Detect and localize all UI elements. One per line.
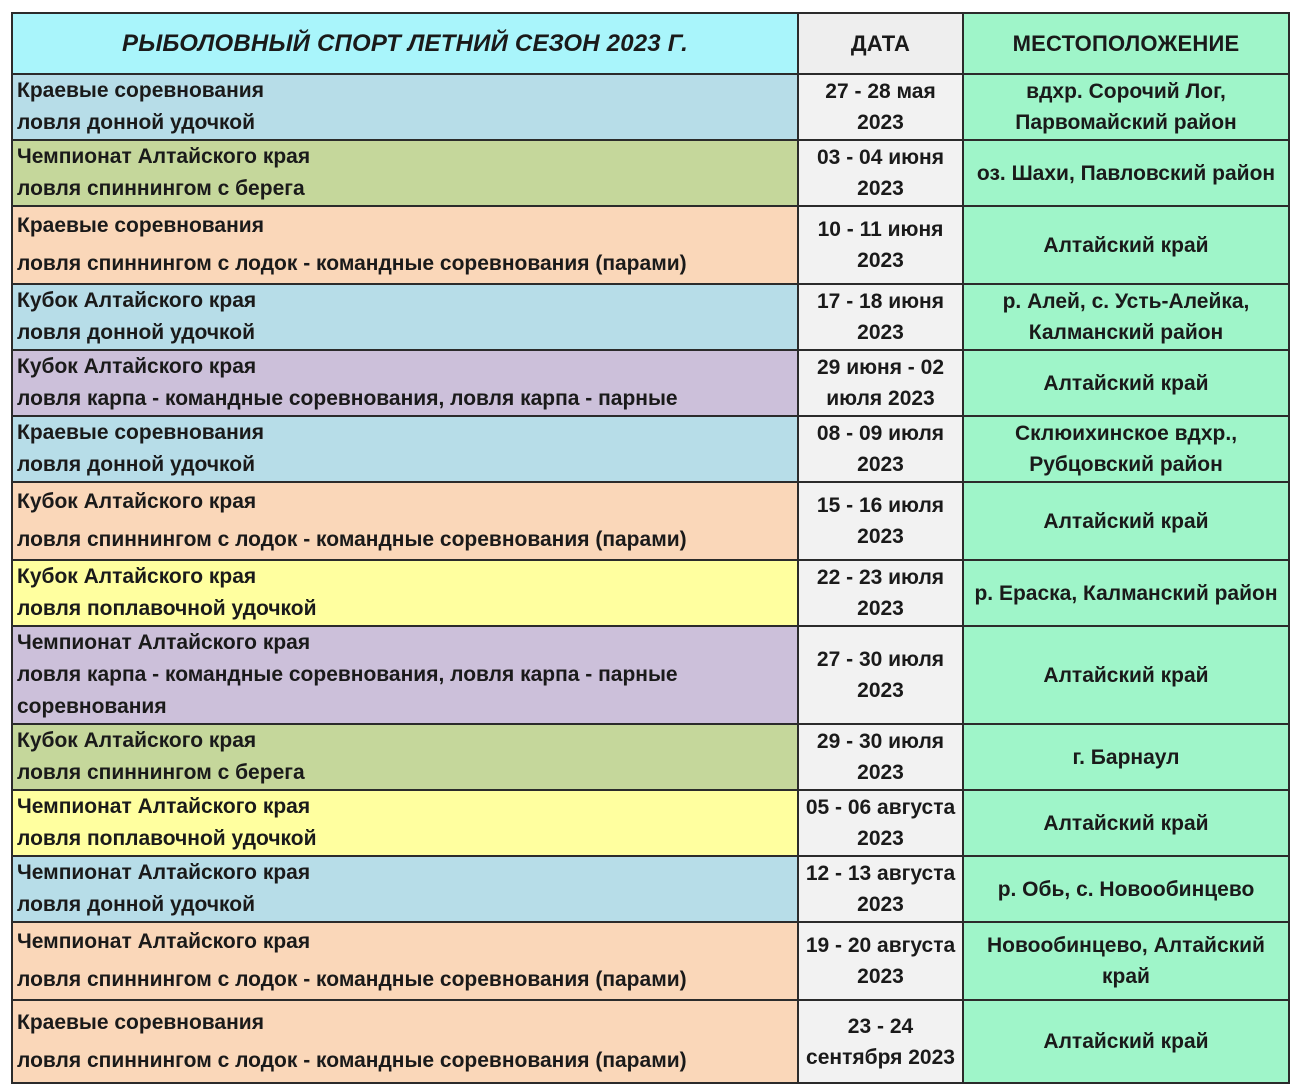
header-row — [12, 13, 1289, 74]
table-row — [12, 560, 1289, 626]
location-cell-line: Алтайский край — [1043, 371, 1209, 395]
event-cell-line: Чемпионат Алтайского края — [17, 631, 311, 654]
event-cell-line: ловля спиннингом с берега — [17, 761, 305, 784]
date-cell — [798, 284, 963, 350]
event-cell — [12, 560, 798, 626]
event-cell-line: Кубок Алтайского края — [17, 355, 257, 378]
event-cell-line: ловля поплавочной удочкой — [17, 827, 317, 850]
date-cell-line: 2023 — [857, 597, 904, 620]
date-cell-line: 27 - 30 июля — [816, 648, 945, 671]
event-cell — [12, 1000, 798, 1083]
date-cell-line: 08 - 09 июля — [816, 422, 945, 445]
date-cell-line: 10 - 11 июня — [817, 218, 944, 241]
header-event: РЫБОЛОВНЫЙ СПОРТ ЛЕТНИЙ СЕЗОН 2023 Г. — [12, 13, 798, 74]
event-cell-line: Краевые соревнования — [17, 79, 264, 102]
table-row — [12, 790, 1289, 856]
date-cell-line: 2023 — [857, 525, 904, 548]
location-cell-line: край — [1102, 965, 1150, 988]
date-cell-line: 15 - 16 июля — [816, 494, 945, 517]
location-cell-line: Склюихинское вдхр., — [1014, 422, 1238, 445]
location-cell — [963, 350, 1289, 416]
date-cell-line: 05 - 06 августа — [805, 796, 956, 819]
table-row — [12, 206, 1289, 284]
header-location: МЕСТОПОЛОЖЕНИЕ — [963, 13, 1289, 74]
event-cell-line: Чемпионат Алтайского края — [17, 795, 311, 818]
date-cell-line: 2023 — [857, 827, 904, 850]
table-row — [12, 482, 1289, 560]
location-cell-line: Алтайский край — [1043, 509, 1209, 533]
event-cell-line: Краевые соревнования — [17, 214, 264, 237]
date-cell-line: 17 - 18 июня — [817, 290, 944, 313]
event-cell — [12, 74, 798, 140]
date-cell — [798, 1000, 963, 1083]
date-cell-line: 2023 — [857, 965, 904, 988]
table-row — [12, 724, 1289, 790]
location-cell — [963, 284, 1289, 350]
header-date: ДАТА — [798, 13, 963, 74]
event-cell-line: ловля спиннингом с лодок - командные соревнования (парами) — [17, 968, 687, 991]
event-cell-line: Чемпионат Алтайского края — [17, 145, 311, 168]
location-cell-line: Алтайский край — [1043, 233, 1209, 257]
date-cell — [798, 922, 963, 1000]
date-cell-line: 2023 — [857, 453, 904, 476]
location-cell-line: р. Обь, с. Новообинцево — [997, 877, 1255, 901]
event-cell-line: Чемпионат Алтайского края — [17, 930, 311, 953]
date-cell-line: 2023 — [857, 249, 904, 272]
event-cell-line: ловля донной удочкой — [17, 321, 256, 344]
table-row — [12, 350, 1289, 416]
date-cell-line: 2023 — [857, 893, 904, 916]
event-cell — [12, 140, 798, 206]
location-cell-line: Парвомайский район — [1015, 111, 1237, 134]
table-row — [12, 856, 1289, 922]
table-row — [12, 140, 1289, 206]
event-cell — [12, 206, 798, 284]
location-cell — [963, 856, 1289, 922]
date-cell — [798, 626, 963, 724]
event-cell — [12, 856, 798, 922]
event-cell-line: ловля донной удочкой — [17, 111, 256, 134]
event-cell-line: Кубок Алтайского края — [17, 565, 257, 588]
location-cell — [963, 482, 1289, 560]
table-row — [12, 416, 1289, 482]
date-cell-line: 29 - 30 июля — [816, 730, 945, 753]
event-cell-line: ловля спиннингом с лодок - командные соревнования (парами) — [17, 1048, 687, 1072]
date-cell-line: 2023 — [857, 761, 904, 784]
location-cell — [963, 1000, 1289, 1083]
location-cell — [963, 560, 1289, 626]
date-cell-line: 03 - 04 июня — [817, 146, 944, 169]
event-cell-line: Краевые соревнования — [17, 1010, 264, 1034]
event-cell-line: Чемпионат Алтайского края — [17, 861, 311, 884]
table-row — [12, 922, 1289, 1000]
event-cell-line: ловля карпа - командные соревнования, ловля карпа - парные — [17, 663, 678, 686]
location-cell-line: Алтайский край — [1043, 811, 1209, 835]
event-cell-line: соревнования — [17, 695, 167, 718]
event-cell — [12, 626, 798, 724]
event-cell-line: ловля поплавочной удочкой — [17, 597, 317, 620]
location-cell — [963, 206, 1289, 284]
location-cell — [963, 626, 1289, 724]
event-cell-line: ловля карпа - командные соревнования, ловля карпа - парные — [17, 387, 678, 410]
date-cell — [798, 140, 963, 206]
event-cell-line: ловля спиннингом с лодок - командные соревнования (парами) — [17, 528, 687, 551]
schedule-body — [12, 74, 1289, 1083]
location-cell — [963, 724, 1289, 790]
date-cell-line: 27 - 28 мая — [825, 80, 936, 103]
date-cell-line: сентября 2023 — [806, 1045, 955, 1069]
location-cell — [963, 790, 1289, 856]
location-cell-line: Новообинцево, Алтайский — [987, 934, 1265, 957]
location-cell-line: Рубцовский район — [1029, 453, 1223, 476]
date-cell-line: 2023 — [857, 177, 904, 200]
location-cell-line: Алтайский край — [1043, 1030, 1209, 1053]
location-cell — [963, 74, 1289, 140]
location-cell-line: Алтайский край — [1043, 663, 1209, 687]
date-cell — [798, 482, 963, 560]
location-cell — [963, 416, 1289, 482]
date-cell — [798, 856, 963, 922]
date-cell — [798, 416, 963, 482]
location-cell — [963, 140, 1289, 206]
date-cell — [798, 74, 963, 140]
date-cell-line: июля 2023 — [826, 387, 935, 410]
table-row — [12, 626, 1289, 724]
event-cell-line: ловля спиннингом с лодок - командные соревнования (парами) — [17, 252, 687, 275]
table-row — [12, 284, 1289, 350]
event-cell-line: ловля донной удочкой — [17, 453, 256, 476]
location-cell-line: Калманский район — [1028, 321, 1224, 344]
event-cell-line: Кубок Алтайского края — [17, 729, 257, 752]
location-cell-line: г. Барнаул — [1072, 745, 1180, 769]
date-cell-line: 22 - 23 июля — [816, 566, 945, 589]
date-cell-line: 2023 — [857, 679, 904, 702]
event-cell-line: ловля донной удочкой — [17, 893, 256, 916]
event-cell-line: Кубок Алтайского края — [17, 289, 257, 312]
date-cell-line: 23 - 24 — [847, 1014, 914, 1038]
date-cell-line: 2023 — [857, 111, 904, 134]
location-cell — [963, 922, 1289, 1000]
date-cell-line: 29 июня - 02 — [817, 356, 944, 379]
date-cell — [798, 724, 963, 790]
event-cell — [12, 350, 798, 416]
location-cell-line: р. Ераска, Калманский район — [974, 581, 1278, 605]
location-cell-line: оз. Шахи, Павловский район — [976, 161, 1276, 185]
date-cell-line: 12 - 13 августа — [805, 862, 956, 885]
event-cell-line: ловля спиннингом с берега — [17, 177, 305, 200]
event-cell-line: Кубок Алтайского края — [17, 490, 257, 513]
schedule-container — [11, 12, 1288, 1084]
location-cell-line: р. Алей, с. Усть-Алейка, — [1002, 290, 1250, 313]
table-row — [12, 1000, 1289, 1083]
schedule-table — [11, 12, 1290, 1084]
table-row — [12, 74, 1289, 140]
date-cell — [798, 350, 963, 416]
event-cell — [12, 416, 798, 482]
date-cell-line: 19 - 20 августа — [805, 934, 956, 957]
date-cell — [798, 206, 963, 284]
date-cell — [798, 790, 963, 856]
event-cell — [12, 482, 798, 560]
event-cell — [12, 724, 798, 790]
event-cell — [12, 922, 798, 1000]
date-cell-line: 2023 — [857, 321, 904, 344]
date-cell — [798, 560, 963, 626]
event-cell — [12, 284, 798, 350]
event-cell — [12, 790, 798, 856]
location-cell-line: вдхр. Сорочий Лог, — [1026, 80, 1226, 103]
event-cell-line: Краевые соревнования — [17, 421, 264, 444]
